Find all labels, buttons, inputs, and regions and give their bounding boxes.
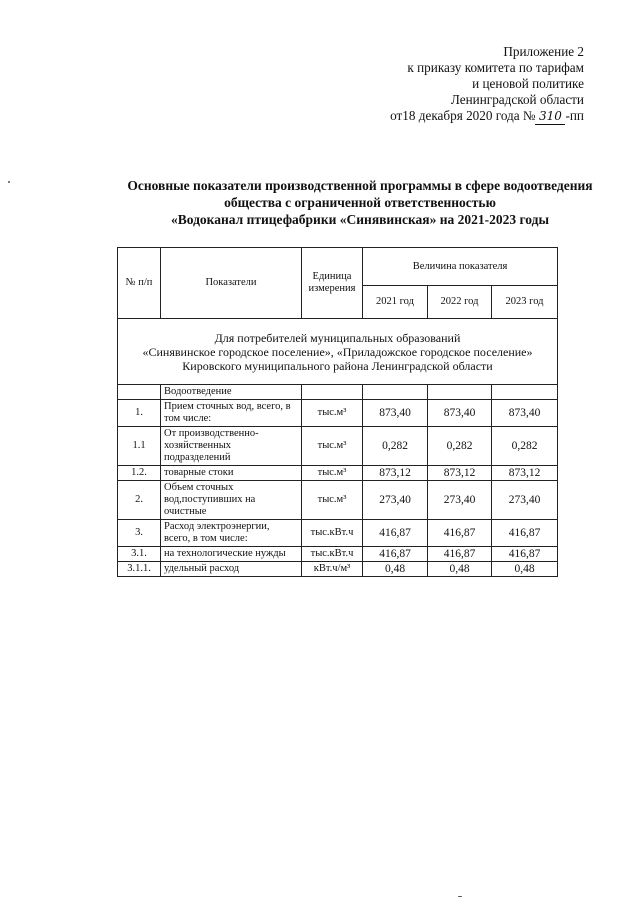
header-value: Величина показателя	[363, 248, 558, 286]
row-value-2022: 873,40	[428, 400, 492, 427]
row-value-2023: 0,282	[492, 427, 558, 466]
appendix-block	[390, 44, 584, 125]
header-unit: Единица измерения	[302, 248, 363, 319]
appendix-line-1: Приложение 2	[503, 44, 584, 59]
scan-speck	[8, 181, 10, 183]
header-year-2021: 2021 год	[363, 286, 428, 319]
order-suffix: -пп	[565, 108, 584, 123]
header-indicator: Показатели	[161, 248, 302, 319]
row-name: Прием сточных вод, всего, в том числе:	[161, 400, 302, 427]
row-unit: кВт.ч/м³	[302, 562, 363, 577]
row-value-2022: 273,40	[428, 481, 492, 520]
appendix-line-4: Ленинградской области	[450, 92, 584, 107]
row-value-2022: 873,12	[428, 466, 492, 481]
table-row	[118, 520, 558, 547]
row-unit: тыс.м³	[302, 400, 363, 427]
row-name: товарные стоки	[161, 466, 302, 481]
row-name: Расход электроэнергии, всего, в том числе:	[161, 520, 302, 547]
row-value-2022: 416,87	[428, 520, 492, 547]
row-num: 3.1.	[118, 547, 161, 562]
scan-speck	[458, 896, 462, 897]
row-name: на технологические нужды	[161, 547, 302, 562]
row-value-2021: 273,40	[363, 481, 428, 520]
table-row	[118, 547, 558, 562]
table-row	[118, 562, 558, 577]
section-line-1: Для потребителей муниципальных образований	[214, 330, 461, 345]
table-row	[118, 400, 558, 427]
row-unit: тыс.м³	[302, 466, 363, 481]
row-name: От производственно-хозяйственных подразделений	[161, 427, 302, 466]
row-value-2021: 416,87	[363, 547, 428, 562]
row-num: 1.	[118, 400, 161, 427]
row-num: 3.1.1.	[118, 562, 161, 577]
row-value-2023: 873,40	[492, 400, 558, 427]
row-name: Объем сточных вод,поступивших на очистные	[161, 481, 302, 520]
row-value-2023: 873,12	[492, 466, 558, 481]
appendix-line-2: к приказу комитета по тарифам	[407, 60, 584, 75]
group-v2-cell	[428, 385, 492, 400]
row-value-2023: 416,87	[492, 547, 558, 562]
row-value-2023: 416,87	[492, 520, 558, 547]
row-unit: тыс.м³	[302, 427, 363, 466]
row-num: 2.	[118, 481, 161, 520]
row-num: 3.	[118, 520, 161, 547]
group-label: Водоотведение	[161, 385, 302, 400]
row-value-2021: 0,282	[363, 427, 428, 466]
row-num: 1.1	[118, 427, 161, 466]
title-line-2: общества с ограниченной ответственностью	[224, 195, 496, 210]
order-number: 310	[535, 108, 565, 125]
title-line-3: «Водоканал птицефабрики «Синявинская» на 2021-2023 годы	[170, 212, 550, 227]
row-value-2021: 416,87	[363, 520, 428, 547]
indicators-table	[117, 247, 558, 577]
row-unit: тыс.м³	[302, 481, 363, 520]
table-row	[118, 481, 558, 520]
title-line-1: Основные показатели производственной программы в сфере водоотведения	[127, 178, 593, 193]
group-num-cell	[118, 385, 161, 400]
section-consumers	[118, 319, 558, 385]
header-year-2022: 2022 год	[428, 286, 492, 319]
row-value-2022: 0,282	[428, 427, 492, 466]
header-year-2023: 2023 год	[492, 286, 558, 319]
section-line-2: «Синявинское городское поселение», «Приладожское городское поселение»	[142, 344, 533, 359]
appendix-date: от18 декабря 2020 года №	[390, 108, 536, 123]
row-value-2022: 416,87	[428, 547, 492, 562]
row-value-2021: 873,40	[363, 400, 428, 427]
row-value-2023: 0,48	[492, 562, 558, 577]
group-v1-cell	[363, 385, 428, 400]
appendix-line-3: и ценовой политике	[472, 76, 584, 91]
row-value-2021: 0,48	[363, 562, 428, 577]
row-name: удельный расход	[161, 562, 302, 577]
appendix-date-line	[390, 108, 584, 125]
row-value-2021: 873,12	[363, 466, 428, 481]
row-num: 1.2.	[118, 466, 161, 481]
table-row	[118, 466, 558, 481]
row-unit: тыс.кВт.ч	[302, 520, 363, 547]
group-unit-cell	[302, 385, 363, 400]
section-line-3: Кировского муниципального района Ленинградской области	[182, 358, 493, 373]
document-title	[110, 177, 610, 228]
header-num: № п/п	[118, 248, 161, 319]
row-value-2022: 0,48	[428, 562, 492, 577]
row-unit: тыс.кВт.ч	[302, 547, 363, 562]
row-value-2023: 273,40	[492, 481, 558, 520]
group-v3-cell	[492, 385, 558, 400]
table-row	[118, 427, 558, 466]
